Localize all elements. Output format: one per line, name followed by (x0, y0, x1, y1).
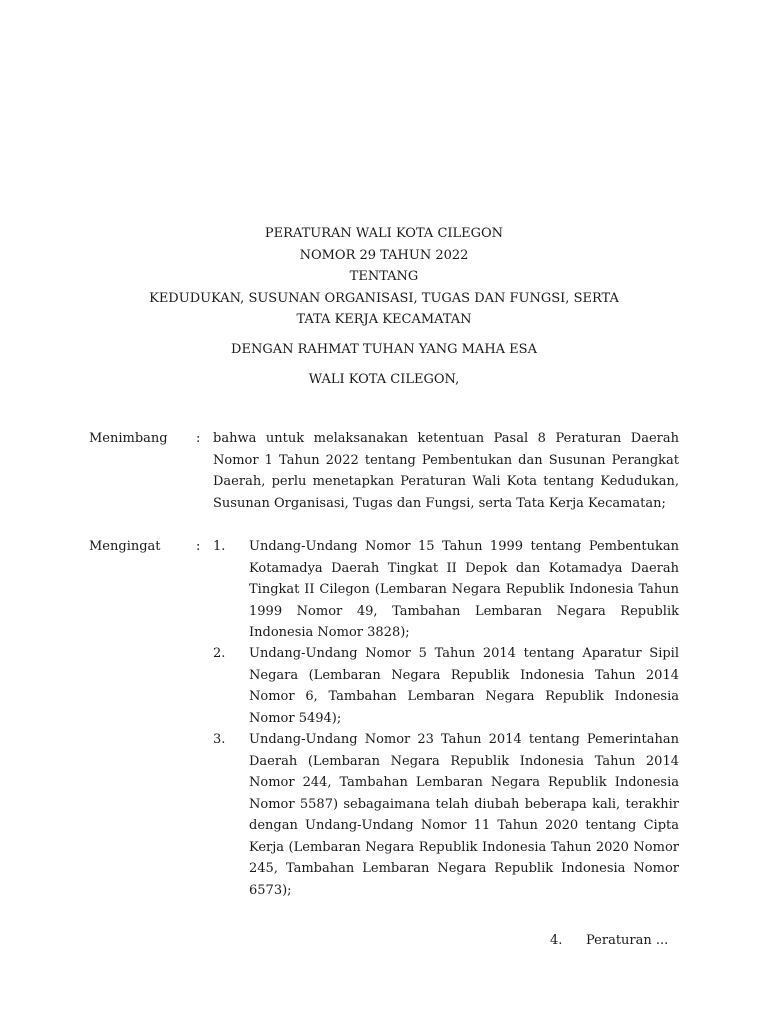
regulation-title: PERATURAN WALI KOTA CILEGON (264, 226, 504, 241)
mengingat-label: Mengingat (89, 539, 161, 554)
list-item-number: 2. (213, 646, 226, 661)
regulation-number: NOMOR 29 TAHUN 2022 (299, 247, 469, 263)
list-item-text: Undang-Undang Nomor 23 Tahun 2014 tentang Pemerintahan Daerah (Lembaran Negara Republik Indonesia Tahun 2014 Nomor 244, Tambahan Lembaran Negara Republik Indonesia Nomor 5587) sebagaimana telah diubah beberapa kali, terakhir dengan Undang-Undang Nomor 11 Tahun 2020 tentang Cipta Kerja (Lembaran Negara Republik Indonesia Tahun 2020 Nomor 245, Tambahan Lembaran Negara Republik Indonesia Nomor 6573); (249, 732, 679, 898)
regulation-subject-line-1: KEDUDUKAN, SUSUNAN ORGANISASI, TUGAS DAN FUNGSI, SERTA (149, 290, 619, 306)
mengingat-colon: : (196, 539, 201, 554)
menimbang-label: Menimbang (89, 431, 168, 446)
continuation-text: Peraturan ... (586, 933, 669, 948)
list-item-number: 3. (213, 732, 226, 747)
menimbang-colon: : (196, 431, 201, 446)
regulation-about: TENTANG (349, 269, 419, 284)
regulation-title-block (0, 223, 768, 331)
blessing-text: DENGAN RAHMAT TUHAN YANG MAHA ESA (231, 342, 537, 357)
menimbang-text: bahwa untuk melaksanakan ketentuan Pasal 8 Peraturan Daerah Nomor 1 Tahun 2022 tentang Pembentukan dan Susunan Perangkat Daerah, perlu menetapkan Peraturan Wali Kota tentang Kedudukan, Susunan Organisasi, Tugas dan Fungsi, serta Tata Kerja Kecamatan; (213, 431, 679, 511)
mayor-line (0, 369, 768, 391)
list-item-text: Undang-Undang Nomor 15 Tahun 1999 tentang Pembentukan Kotamadya Daerah Tingkat II Depok dan Kotamadya Daerah Tingkat II Cilegon (Lembaran Negara Republik Indonesia Tahun 1999 Nomor 49, Tambahan Lembaran Negara Republik Indonesia Nomor 3828); (249, 539, 679, 640)
regulation-subject-line-2: TATA KERJA KECAMATAN (296, 312, 472, 327)
blessing-line (0, 339, 768, 361)
continuation-number: 4. (550, 933, 563, 948)
mayor-text: WALI KOTA CILEGON, (308, 372, 460, 387)
list-item-text: Undang-Undang Nomor 5 Tahun 2014 tentang Aparatur Sipil Negara (Lembaran Negara Republik Indonesia Tahun 2014 Nomor 6, Tambahan Lembaran Negara Republik Indonesia Nomor 5494); (249, 646, 679, 726)
list-item-number: 1. (213, 539, 226, 554)
